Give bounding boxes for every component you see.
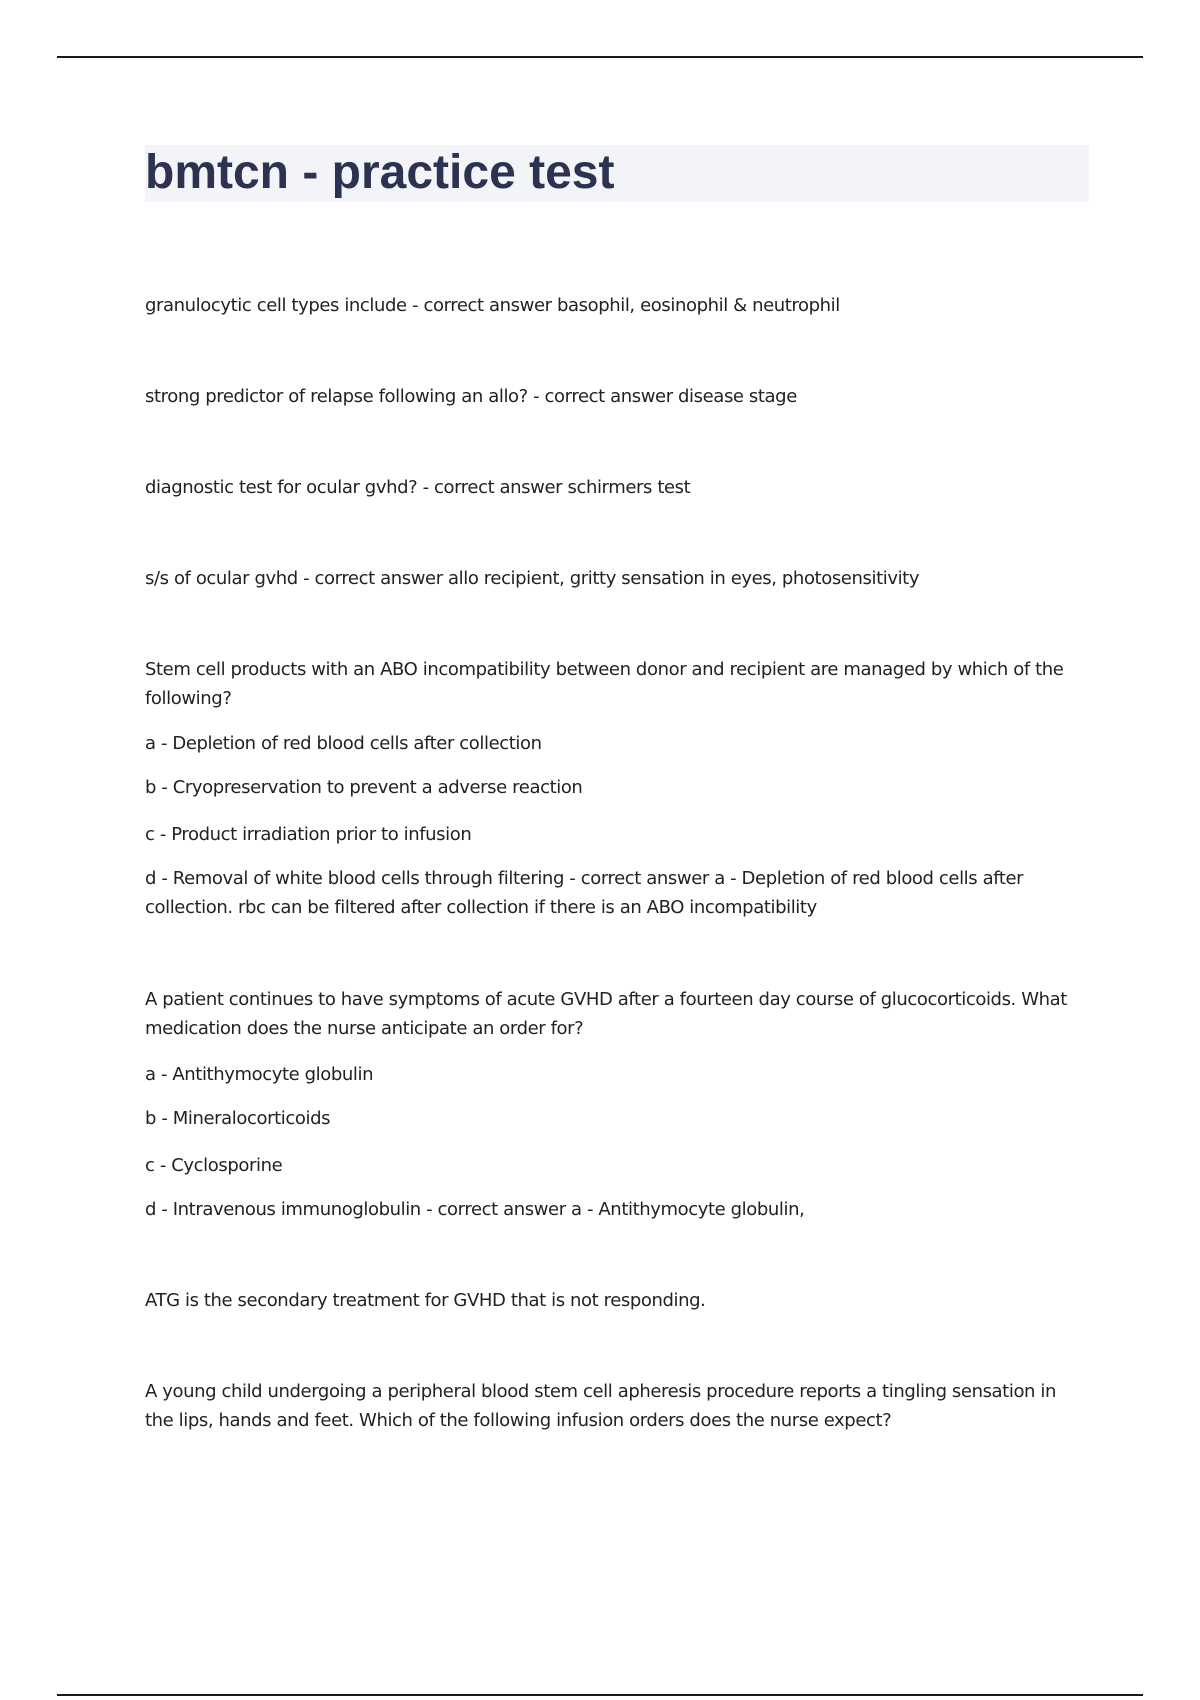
qa-paragraph: granulocytic cell types include - correct answer basophil, eosinophil & neutrophil [145,295,840,316]
answer-option: c - Product irradiation prior to infusion [145,824,472,845]
footer-rule [57,1694,1143,1696]
answer-option: d - Removal of white blood cells through filtering - correct answer a - Depletion of red blood cells after collection. rbc can be filtered after collection if there is an ABO incompatibility [145,868,1024,918]
answer-option: a - Antithymocyte globulin [145,1064,374,1085]
question-paragraph: A young child undergoing a peripheral blood stem cell apheresis procedure reports a tingling sensation in the lips, hands and feet. Which of the following infusion orders does the nurse expect? [145,1381,1056,1431]
answer-option: b - Mineralocorticoids [145,1108,331,1129]
qa-paragraph: strong predictor of relapse following an allo? - correct answer disease stage [145,386,797,407]
answer-option: c - Cyclosporine [145,1155,283,1176]
answer-option: a - Depletion of red blood cells after collection [145,733,542,754]
qa-paragraph: s/s of ocular gvhd - correct answer allo recipient, gritty sensation in eyes, photosensitivity [145,568,920,589]
answer-option: d - Intravenous immunoglobulin - correct answer a - Antithymocyte globulin, [145,1199,805,1220]
qa-paragraph: ATG is the secondary treatment for GVHD that is not responding. [145,1290,706,1311]
question-paragraph: A patient continues to have symptoms of acute GVHD after a fourteen day course of glucocorticoids. What medication does the nurse anticipate an order for? [145,989,1067,1039]
qa-paragraph: diagnostic test for ocular gvhd? - correct answer schirmers test [145,477,691,498]
page-title: bmtcn - practice test [145,146,615,199]
answer-option: b - Cryopreservation to prevent a adverse reaction [145,777,583,798]
header-rule [57,56,1143,58]
question-paragraph: Stem cell products with an ABO incompatibility between donor and recipient are managed by which of the following? [145,659,1064,709]
